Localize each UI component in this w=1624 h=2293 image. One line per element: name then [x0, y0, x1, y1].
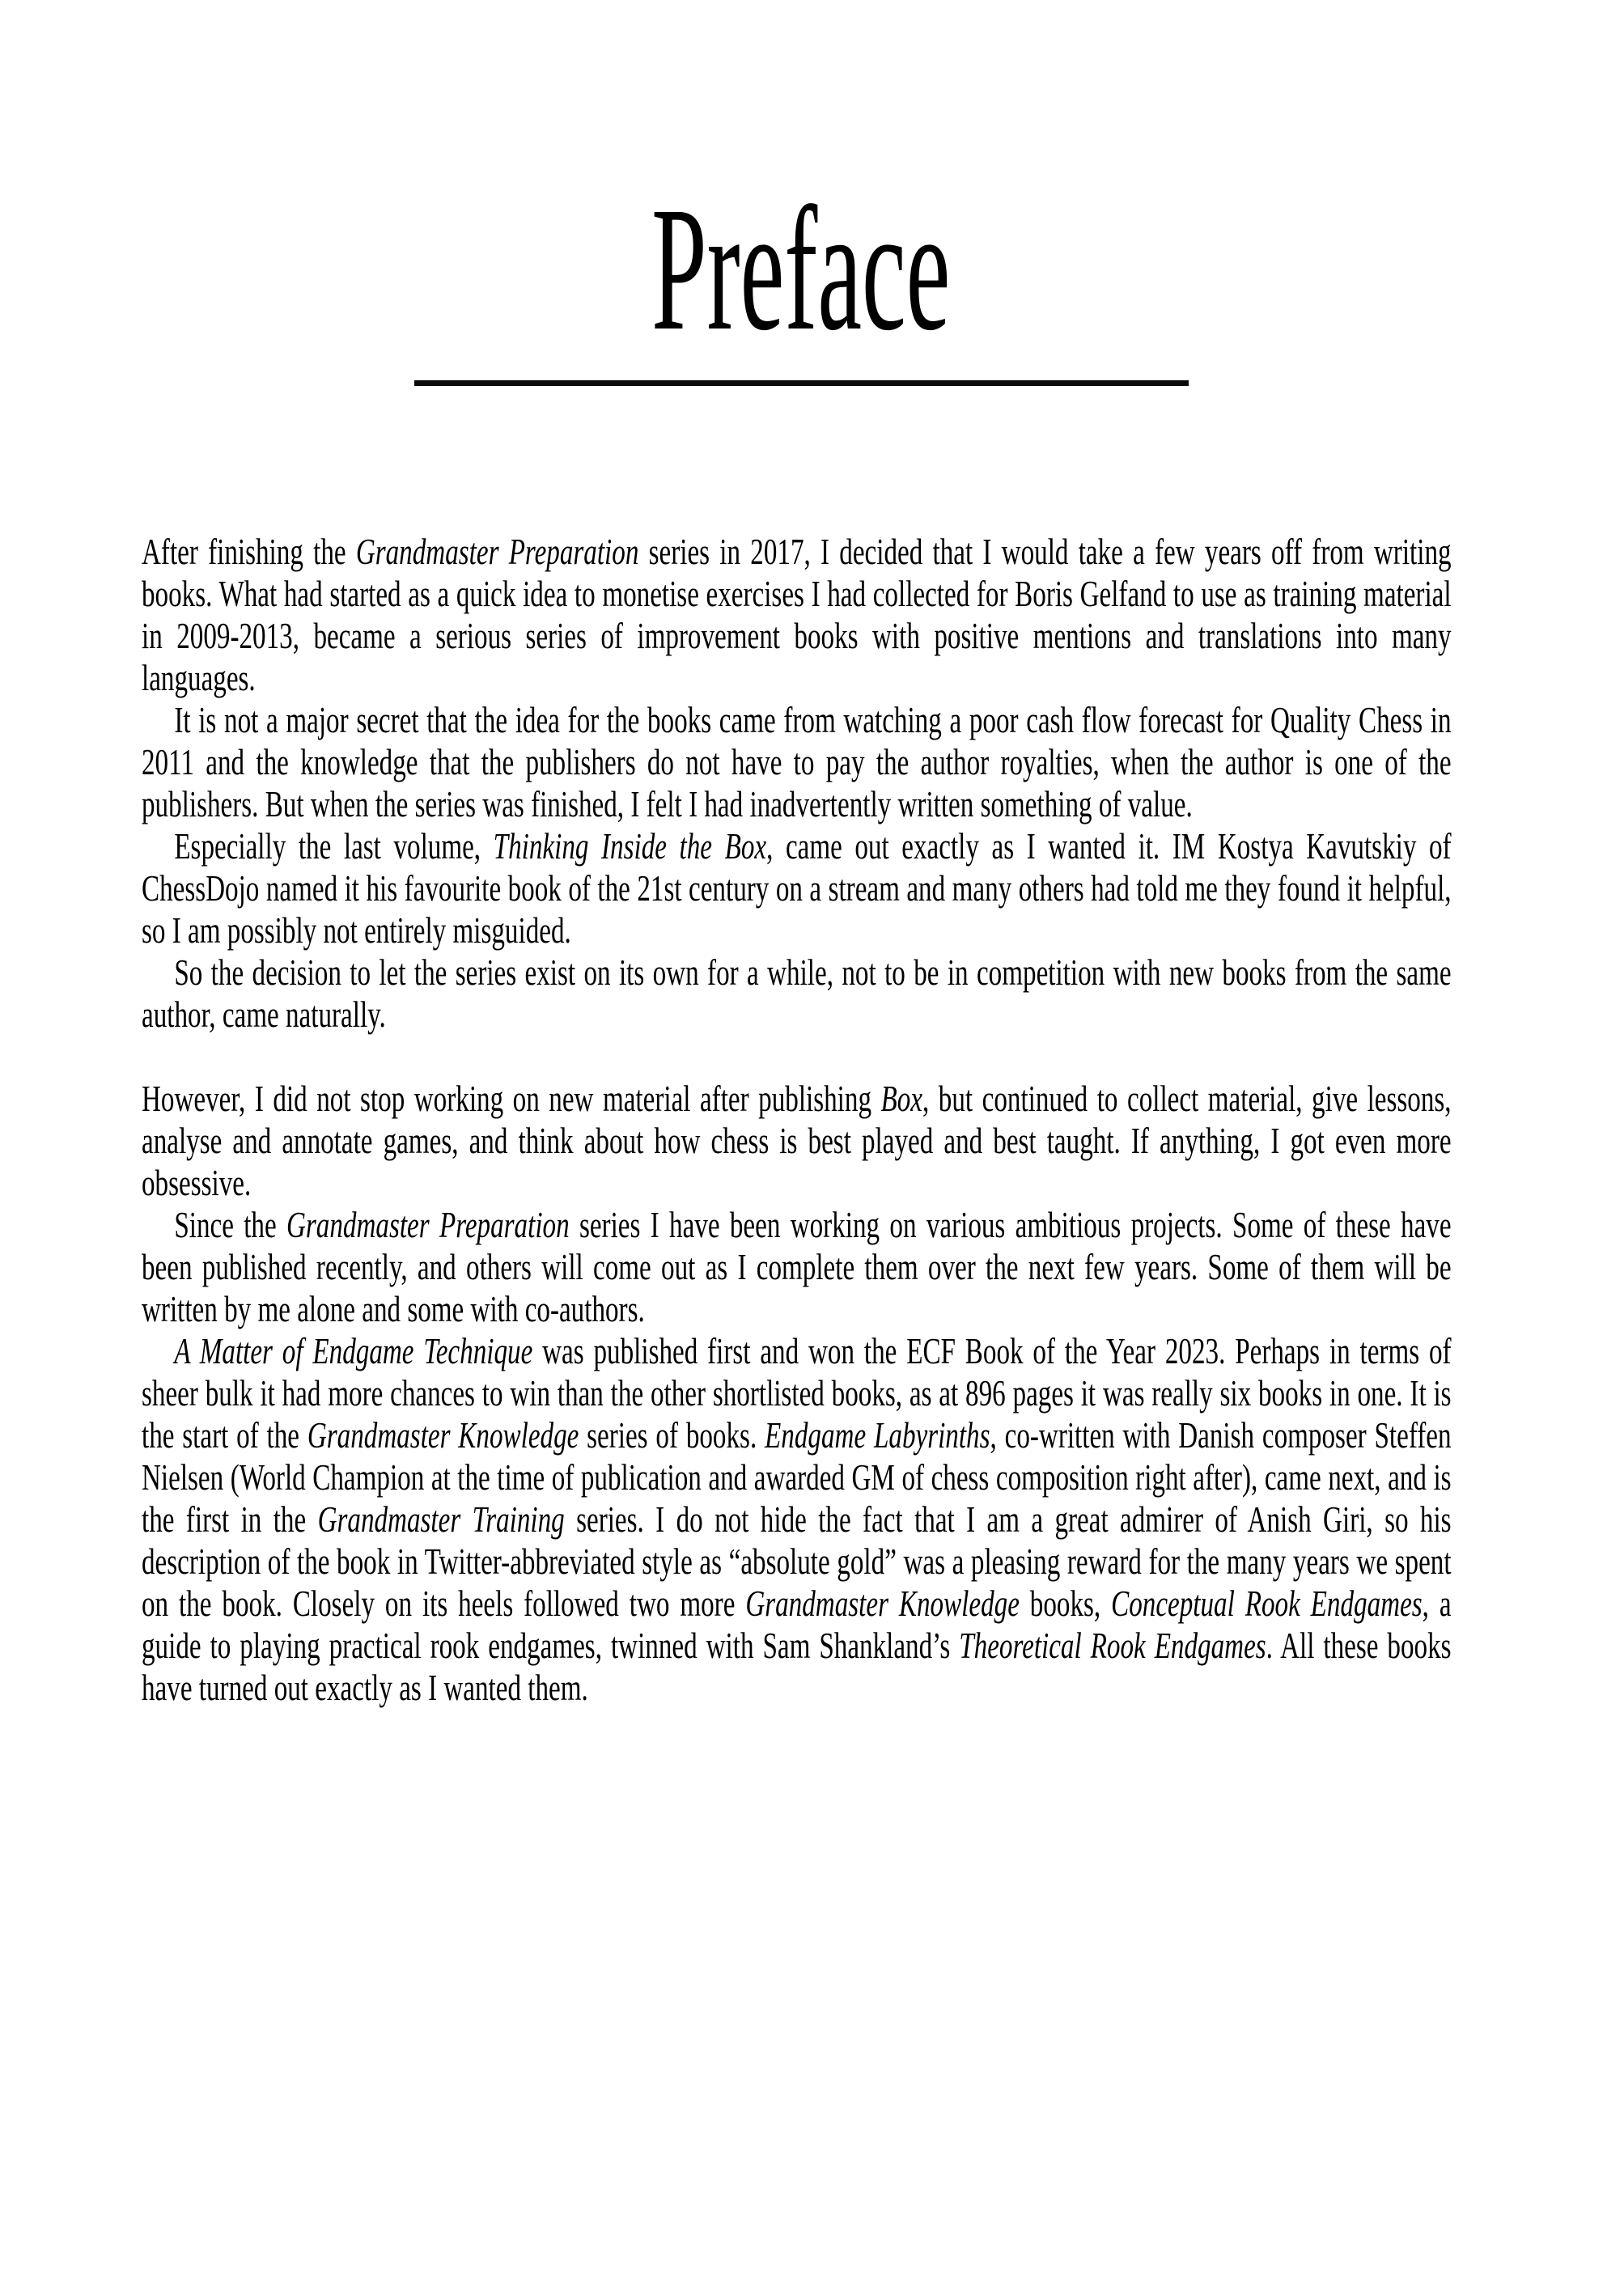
text-run: So the decision to let the series exist on its own for a while, not to be in competition with new books from the same author, came naturally.: [142, 952, 1452, 1035]
paragraph: [142, 1078, 1452, 1204]
italic-text-run: Grandmaster Knowledge: [745, 1583, 1020, 1624]
text-run: It is not a major secret that the idea for the books came from watching a poor cash flow forecast for Quality Chess in 2011 and the knowledge that the publishers do not have to pay the author royalties, when the author is one of the publishers. But when the series was finished, I felt I had inadvertently written something of value.: [142, 699, 1452, 824]
italic-text-run: Theoretical Rook Endgames: [959, 1625, 1266, 1666]
paragraph: [142, 699, 1452, 825]
text-run: , came out exactly as I wanted it. IM Kostya Kavutskiy of ChessDojo named it his favourite book of the 21st century on a stream and many others had told me they found it helpful, so I am possibly not entirely misguided.: [142, 825, 1452, 951]
text-run: series I have been working on various ambitious projects. Some of these have been published recently, and others will come out as I complete them over the next few years. Some of them will be written by me alone and some with co-authors.: [142, 1204, 1452, 1329]
title-divider: [414, 380, 1189, 386]
italic-text-run: Box: [880, 1078, 923, 1119]
paragraph: [142, 1330, 1452, 1709]
paragraph: [142, 952, 1452, 1036]
text-run: was published first and won the ECF Book of the Year 2023. Perhaps in terms of sheer bulk it had more chances to win than the other shortlisted books, as at 896 pages it was really six books in one. It is the start of the: [142, 1330, 1452, 1456]
text-run: series of books.: [579, 1414, 765, 1456]
text-run: , a guide to playing practical rook endgames, twinned with Sam Shankland’s: [142, 1583, 1452, 1666]
page-title-text: Preface: [651, 170, 951, 367]
text-run: However, I did not stop working on new material after publishing: [142, 1078, 881, 1119]
text-run: Since the: [174, 1204, 286, 1245]
italic-text-run: Endgame Labyrinths: [765, 1414, 990, 1456]
paragraph: [142, 825, 1452, 952]
text-run: series. I do not hide the fact that I am a great admirer of Anish Giri, so his description of the book in Twitter-abbreviated style as “absolute gold” was a pleasing reward for the many years we spent on the book. Closely on its heels followed two more: [142, 1498, 1452, 1624]
text-run: After finishing the: [142, 531, 356, 572]
preface-body: [142, 531, 1452, 1709]
paragraph: [142, 531, 1452, 699]
text-run: , co-written with Danish composer Steffen Nielsen (World Champion at the time of publication and awarded GM of chess composition right after), came next, and is the first in the: [142, 1414, 1452, 1540]
italic-text-run: Grandmaster Knowledge: [307, 1414, 579, 1456]
italic-text-run: Conceptual Rook Endgames: [1111, 1583, 1423, 1624]
italic-text-run: Grandmaster Preparation: [355, 531, 639, 572]
text-run: Especially the last volume,: [174, 825, 494, 867]
page-title: [138, 170, 1465, 367]
italic-text-run: Grandmaster Preparation: [286, 1204, 570, 1245]
text-run: . All these books have turned out exactly as I wanted them.: [142, 1625, 1452, 1708]
italic-text-run: Thinking Inside the Box: [493, 825, 767, 867]
paragraph: [142, 1204, 1452, 1330]
text-run: series in 2017, I decided that I would take a few years off from writing books. What had started as a quick idea to monetise exercises I had collected for Boris Gelfand to use as training material in 2009-2013, became a serious series of improvement books with positive mentions and translations into many languages.: [142, 531, 1452, 698]
text-run: books,: [1019, 1583, 1112, 1624]
italic-text-run: A Matter of Endgame Technique: [174, 1330, 533, 1371]
text-run: , but continued to collect material, give lessons, analyse and annotate games, and think about how chess is best played and best taught. If anything, I got even more obsessive.: [142, 1078, 1452, 1203]
italic-text-run: Grandmaster Training: [317, 1498, 565, 1540]
